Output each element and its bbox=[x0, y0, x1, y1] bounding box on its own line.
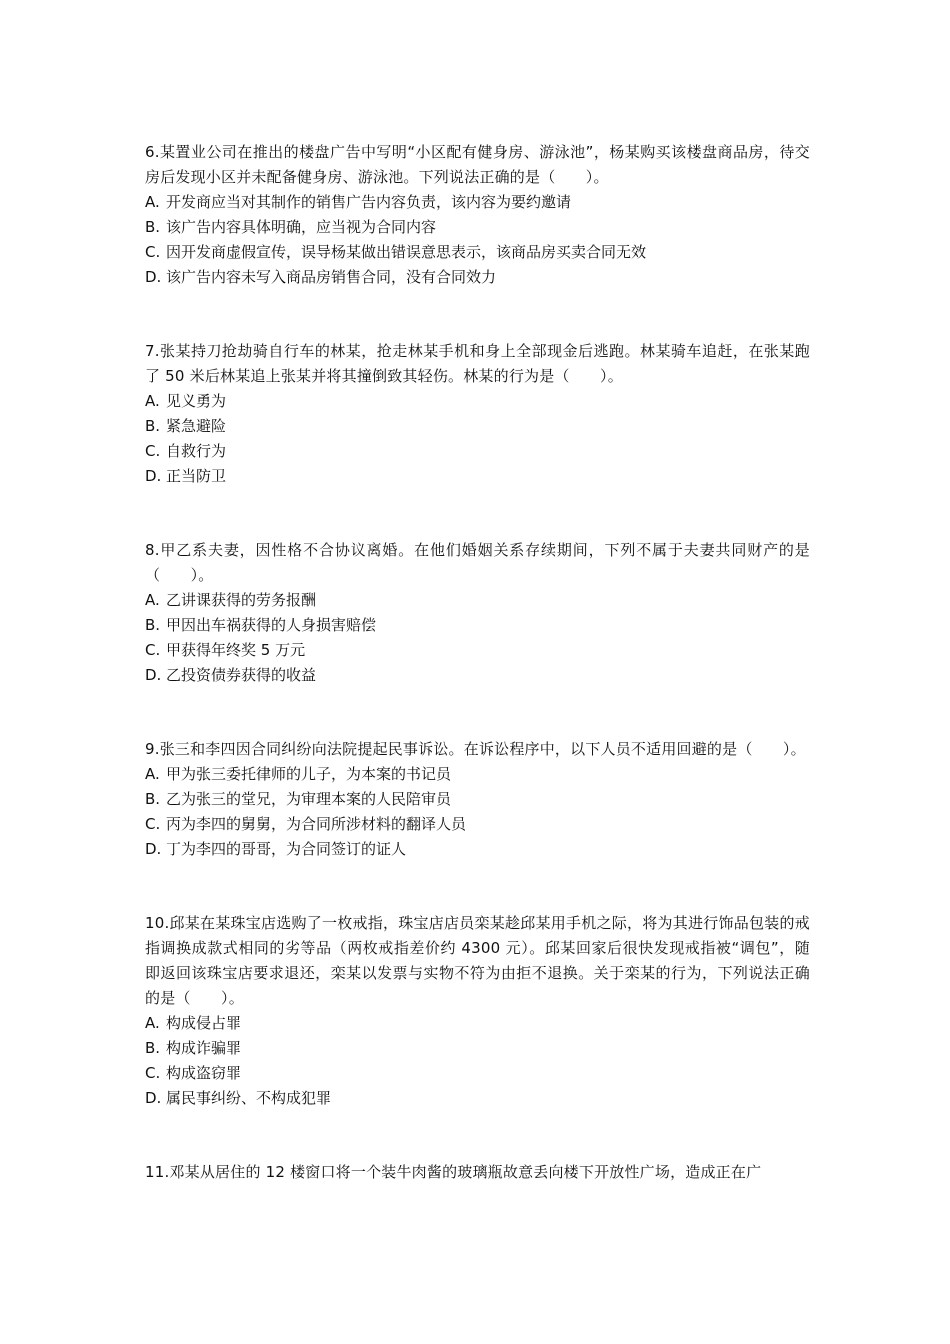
option-letter: B. bbox=[145, 790, 161, 808]
option-text: 属民事纠纷、不构成犯罪 bbox=[166, 1089, 332, 1107]
question-7 bbox=[145, 339, 810, 489]
option-a bbox=[145, 588, 810, 613]
question-11 bbox=[145, 1160, 810, 1185]
option-letter: D. bbox=[145, 666, 162, 684]
option-text: 乙讲课获得的劳务报酬 bbox=[166, 591, 317, 609]
option-text: 开发商应当对其制作的销售广告内容负责，该内容为要约邀请 bbox=[166, 193, 572, 211]
option-text: 自救行为 bbox=[166, 442, 227, 460]
option-c bbox=[145, 638, 810, 663]
option-letter: A. bbox=[145, 1014, 160, 1032]
option-letter: B. bbox=[145, 616, 161, 634]
option-d bbox=[145, 464, 810, 489]
question-stem: 10.邱某在某珠宝店选购了一枚戒指，珠宝店店员栾某趁邱某用手机之际，将为其进行饰品包装的戒指调换成款式相同的劣等品（两枚戒指差价约 4300 元）。邱某回家后很快发现戒指被“调包”，随即返回该珠宝店要求退还，栾某以发票与实物不符为由拒不退换。关于栾某的行为，下列说法正确的是（ ）。 bbox=[145, 914, 810, 1007]
question-stem: 8.甲乙系夫妻，因性格不合协议离婚。在他们婚姻关系存续期间，下列不属于夫妻共同财产的是（ ）。 bbox=[145, 541, 810, 584]
option-letter: C. bbox=[145, 641, 161, 659]
option-d bbox=[145, 265, 810, 290]
option-text: 正当防卫 bbox=[166, 467, 227, 485]
option-a bbox=[145, 762, 810, 787]
question-10 bbox=[145, 911, 810, 1111]
option-text: 见义勇为 bbox=[166, 392, 227, 410]
option-letter: A. bbox=[145, 193, 160, 211]
option-text: 该广告内容具体明确，应当视为合同内容 bbox=[166, 218, 437, 236]
question-8 bbox=[145, 538, 810, 688]
question-6 bbox=[145, 140, 810, 290]
option-letter: C. bbox=[145, 815, 161, 833]
option-d bbox=[145, 663, 810, 688]
option-letter: C. bbox=[145, 442, 161, 460]
option-text: 因开发商虚假宣传，误导杨某做出错误意思表示，该商品房买卖合同无效 bbox=[166, 243, 647, 261]
option-b bbox=[145, 613, 810, 638]
option-text: 构成盗窃罪 bbox=[166, 1064, 242, 1082]
option-d bbox=[145, 1086, 810, 1111]
question-stem: 7.张某持刀抢劫骑自行车的林某，抢走林某手机和身上全部现金后逃跑。林某骑车追赶，在张某跑了 50 米后林某追上张某并将其撞倒致其轻伤。林某的行为是（ ）。 bbox=[145, 342, 810, 385]
option-c bbox=[145, 812, 810, 837]
option-b bbox=[145, 215, 810, 240]
question-list bbox=[145, 140, 810, 1185]
option-text: 甲因出车祸获得的人身损害赔偿 bbox=[166, 616, 377, 634]
option-c bbox=[145, 439, 810, 464]
option-letter: D. bbox=[145, 1089, 162, 1107]
option-letter: D. bbox=[145, 467, 162, 485]
question-stem: 6.某置业公司在推出的楼盘广告中写明“小区配有健身房、游泳池”，杨某购买该楼盘商品房，待交房后发现小区并未配备健身房、游泳池。下列说法正确的是（ ）。 bbox=[145, 143, 810, 186]
question-9 bbox=[145, 737, 810, 862]
question-stem: 11.邓某从居住的 12 楼窗口将一个装牛肉酱的玻璃瓶故意丢向楼下开放性广场，造成正在广 bbox=[145, 1163, 762, 1181]
option-text: 甲为张三委托律师的儿子，为本案的书记员 bbox=[166, 765, 452, 783]
option-letter: A. bbox=[145, 392, 160, 410]
option-letter: D. bbox=[145, 840, 162, 858]
option-text: 甲获得年终奖 5 万元 bbox=[166, 641, 306, 659]
option-b bbox=[145, 787, 810, 812]
option-a bbox=[145, 190, 810, 215]
option-letter: C. bbox=[145, 1064, 161, 1082]
question-stem: 9.张三和李四因合同纠纷向法院提起民事诉讼。在诉讼程序中，以下人员不适用回避的是（ ）。 bbox=[145, 740, 806, 758]
option-text: 乙投资债券获得的收益 bbox=[166, 666, 317, 684]
option-text: 紧急避险 bbox=[166, 417, 227, 435]
option-d bbox=[145, 837, 810, 862]
option-c bbox=[145, 240, 810, 265]
option-letter: D. bbox=[145, 268, 162, 286]
option-text: 构成诈骗罪 bbox=[166, 1039, 242, 1057]
option-b bbox=[145, 414, 810, 439]
option-a bbox=[145, 389, 810, 414]
option-text: 丁为李四的哥哥，为合同签订的证人 bbox=[166, 840, 407, 858]
option-a bbox=[145, 1011, 810, 1036]
option-letter: A. bbox=[145, 591, 160, 609]
option-text: 该广告内容未写入商品房销售合同，没有合同效力 bbox=[166, 268, 497, 286]
option-c bbox=[145, 1061, 810, 1086]
option-text: 构成侵占罪 bbox=[166, 1014, 242, 1032]
option-letter: B. bbox=[145, 1039, 161, 1057]
option-letter: A. bbox=[145, 765, 160, 783]
option-text: 乙为张三的堂兄，为审理本案的人民陪审员 bbox=[166, 790, 452, 808]
option-b bbox=[145, 1036, 810, 1061]
option-letter: C. bbox=[145, 243, 161, 261]
option-letter: B. bbox=[145, 218, 161, 236]
option-text: 丙为李四的舅舅，为合同所涉材料的翻译人员 bbox=[166, 815, 467, 833]
option-letter: B. bbox=[145, 417, 161, 435]
